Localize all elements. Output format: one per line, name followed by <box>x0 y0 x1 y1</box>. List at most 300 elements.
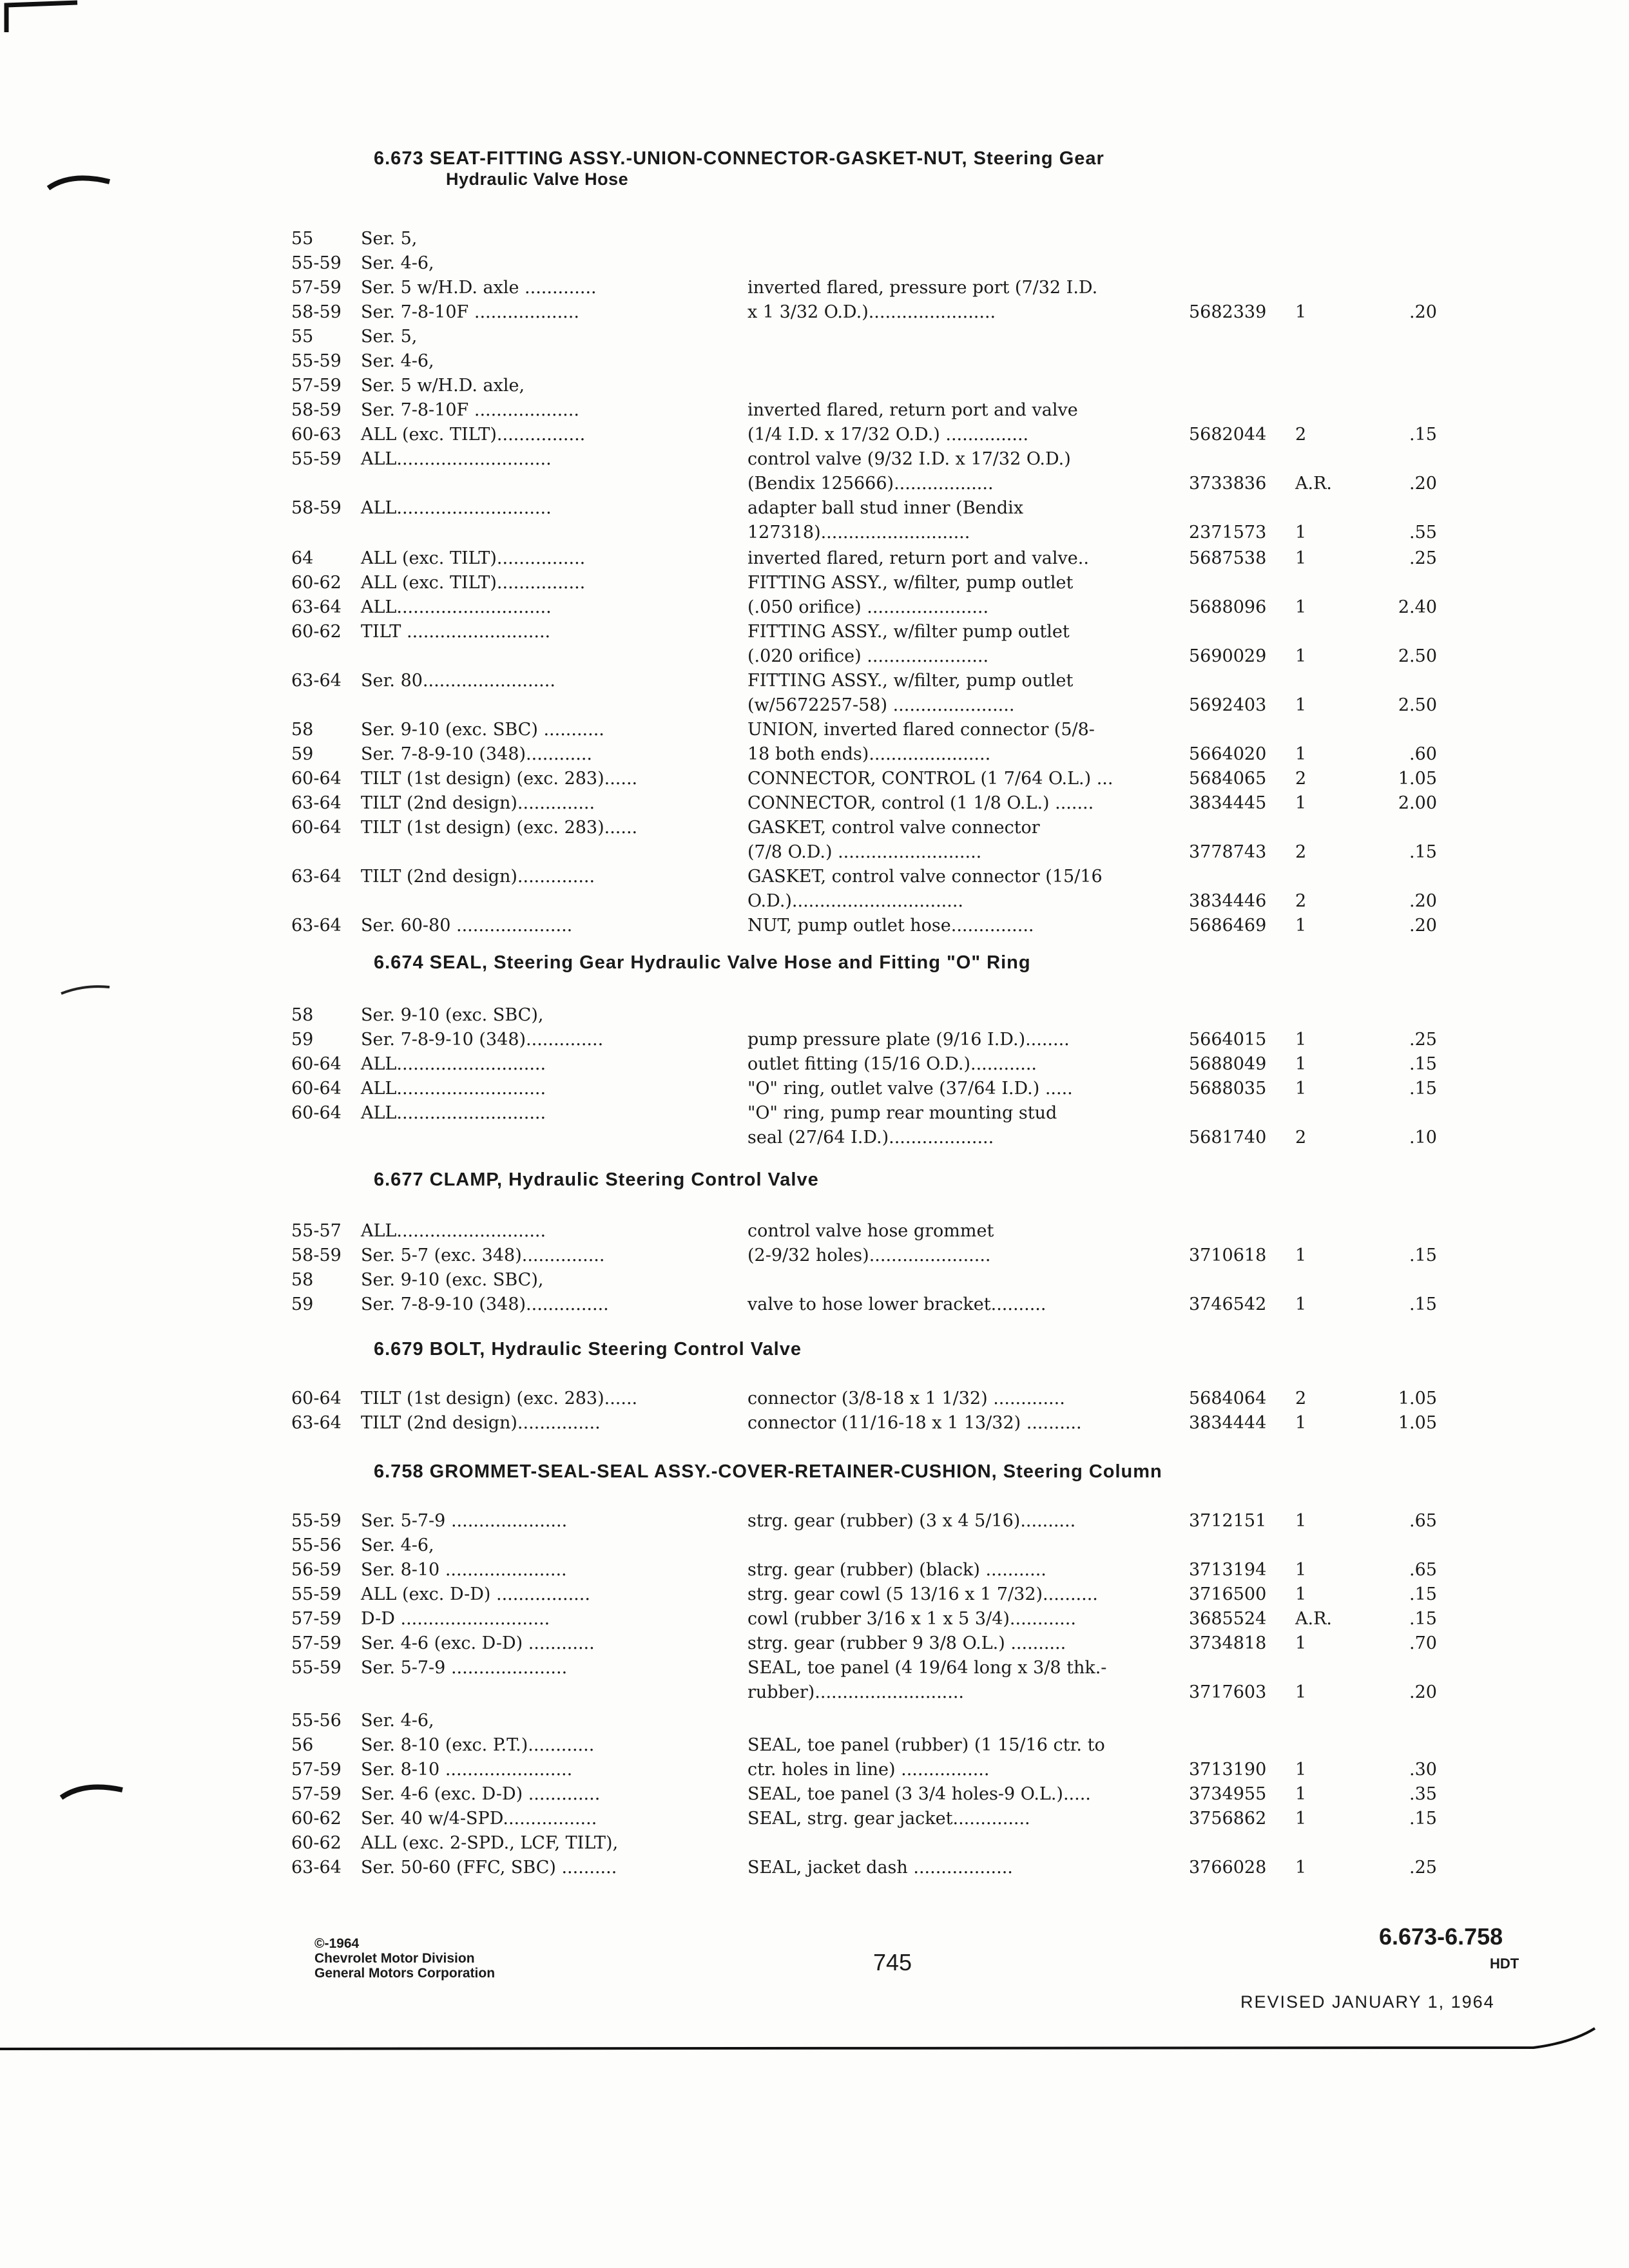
series-applicability: ALL (exc. 2-SPD., LCF, TILT), <box>361 1833 619 1853</box>
model-years: 58 <box>291 1270 314 1290</box>
model-years: 60-64 <box>291 818 342 838</box>
series-applicability: Ser. 8-10 ...................... <box>361 1560 567 1580</box>
parts-row <box>0 327 1629 351</box>
list-price: .20 <box>1409 1682 1437 1702</box>
parts-row <box>0 278 1629 302</box>
quantity: 2 <box>1295 891 1307 911</box>
list-price: .20 <box>1409 474 1437 494</box>
parts-row <box>0 449 1629 474</box>
quantity: 1 <box>1295 1294 1307 1314</box>
quantity: 2 <box>1295 425 1307 445</box>
model-years: 58-59 <box>291 498 342 518</box>
series-applicability: Ser. 4-6, <box>361 1535 434 1555</box>
model-years: 58-59 <box>291 302 342 322</box>
part-description: pump pressure plate (9/16 I.D.)........ <box>747 1030 1070 1050</box>
parts-row <box>0 1128 1629 1152</box>
series-applicability: Ser. 5-7-9 ..................... <box>361 1658 568 1678</box>
series-applicability: TILT (2nd design).............. <box>361 867 595 887</box>
quantity: 1 <box>1295 1858 1307 1878</box>
quantity: 1 <box>1295 1682 1307 1702</box>
parts-row <box>0 351 1629 376</box>
list-price: .20 <box>1409 302 1437 322</box>
part-number: 5687538 <box>1189 548 1267 568</box>
part-description: control valve (9/32 I.D. x 17/32 O.D.) <box>747 449 1071 469</box>
part-description: NUT, pump outlet hose............... <box>747 916 1034 936</box>
quantity: 1 <box>1295 1760 1307 1780</box>
section-title: SEAT-FITTING ASSY.-UNION-CONNECTOR-GASKET-NUT, Steering Gear <box>429 148 1104 169</box>
parts-row <box>0 1560 1629 1584</box>
part-number: 3834444 <box>1189 1413 1267 1433</box>
series-applicability: Ser. 5, <box>361 327 418 347</box>
model-years: 56-59 <box>291 1560 342 1580</box>
model-years: 60-62 <box>291 622 342 642</box>
series-applicability: Ser. 9-10 (exc. SBC), <box>361 1270 544 1290</box>
parts-row <box>0 671 1629 695</box>
quantity: 1 <box>1295 695 1307 715</box>
list-price: .55 <box>1409 523 1437 543</box>
list-price: .15 <box>1409 1584 1437 1604</box>
list-price: 2.40 <box>1398 597 1437 617</box>
list-price: .15 <box>1409 1079 1437 1099</box>
quantity: 1 <box>1295 1079 1307 1099</box>
parts-row <box>0 1711 1629 1735</box>
series-applicability: TILT (1st design) (exc. 283)...... <box>361 818 638 838</box>
part-description: FITTING ASSY., w/filter, pump outlet <box>747 573 1074 593</box>
model-years: 60-64 <box>291 1389 342 1408</box>
section-number: 6.674 <box>374 952 424 973</box>
quantity: 1 <box>1295 548 1307 568</box>
part-description: "O" ring, outlet valve (37/64 I.D.) ..... <box>747 1079 1073 1099</box>
model-years: 57-59 <box>291 278 342 298</box>
part-number: 3756862 <box>1189 1809 1267 1829</box>
model-years: 59 <box>291 1294 314 1314</box>
model-years: 55-59 <box>291 1511 342 1531</box>
series-applicability: Ser. 4-6, <box>361 1711 434 1731</box>
section-title: CLAMP, Hydraulic Steering Control Valve <box>429 1169 819 1190</box>
part-description: SEAL, strg. gear jacket.............. <box>747 1809 1030 1829</box>
parts-row <box>0 1833 1629 1858</box>
series-applicability: Ser. 50-60 (FFC, SBC) .......... <box>361 1858 617 1878</box>
model-years: 63-64 <box>291 1858 342 1878</box>
part-description: FITTING ASSY., w/filter pump outlet <box>747 622 1070 642</box>
model-years: 59 <box>291 744 314 764</box>
part-description: inverted flared, return port and valve <box>747 400 1078 420</box>
series-applicability: Ser. 7-8-9-10 (348).............. <box>361 1030 604 1050</box>
series-applicability: ALL............................ <box>361 498 552 518</box>
list-price: 2.50 <box>1398 646 1437 666</box>
parts-row <box>0 498 1629 523</box>
parts-row <box>0 891 1629 916</box>
part-number: 5681740 <box>1189 1128 1267 1148</box>
series-applicability: Ser. 5-7 (exc. 348)............... <box>361 1245 605 1265</box>
section-title: SEAL, Steering Gear Hydraulic Valve Hose and Fitting "O" Ring <box>429 952 1031 973</box>
list-price: .15 <box>1409 1054 1437 1074</box>
part-number: 5682044 <box>1189 425 1267 445</box>
parts-row <box>0 867 1629 891</box>
quantity: 1 <box>1295 1809 1307 1829</box>
list-price: 1.05 <box>1398 1413 1437 1433</box>
part-description: (1/4 I.D. x 17/32 O.D.) ............... <box>747 425 1029 445</box>
model-years: 59 <box>291 1030 314 1050</box>
list-price: .15 <box>1409 1809 1437 1829</box>
list-price: 2.50 <box>1398 695 1437 715</box>
model-years: 63-64 <box>291 671 342 691</box>
section-heading-6-674 <box>374 952 1031 974</box>
model-years: 55-56 <box>291 1535 342 1555</box>
quantity: 1 <box>1295 302 1307 322</box>
part-number: 3734818 <box>1189 1633 1267 1653</box>
model-years: 58-59 <box>291 1245 342 1265</box>
parts-row <box>0 1584 1629 1609</box>
series-applicability: ALL........................... <box>361 1221 546 1241</box>
model-years: 60-62 <box>291 1809 342 1829</box>
parts-row <box>0 1735 1629 1760</box>
section-heading-6-673 <box>374 148 1104 189</box>
series-applicability: ALL........................... <box>361 1079 546 1099</box>
series-applicability: Ser. 5-7-9 ..................... <box>361 1511 568 1531</box>
series-applicability: ALL (exc. TILT)................ <box>361 573 586 593</box>
model-years: 60-62 <box>291 1833 342 1853</box>
section-heading-6-679 <box>374 1339 802 1360</box>
parts-row <box>0 1633 1629 1658</box>
division-line: Chevrolet Motor Division <box>314 1951 475 1966</box>
corporation-line: General Motors Corporation <box>314 1966 496 1981</box>
part-number: 3834446 <box>1189 891 1267 911</box>
quantity: 2 <box>1295 1128 1307 1148</box>
catalog-code: HDT <box>1490 1956 1519 1972</box>
parts-row <box>0 769 1629 793</box>
part-description: control valve hose grommet <box>747 1221 994 1241</box>
part-description: valve to hose lower bracket.......... <box>747 1294 1046 1314</box>
parts-row <box>0 1054 1629 1079</box>
parts-row <box>0 1609 1629 1633</box>
parts-row <box>0 1079 1629 1103</box>
part-number: 3834445 <box>1189 793 1267 813</box>
part-number: 3716500 <box>1189 1584 1267 1604</box>
series-applicability: Ser. 5 w/H.D. axle ............. <box>361 278 597 298</box>
parts-row <box>0 1658 1629 1682</box>
part-description: adapter ball stud inner (Bendix <box>747 498 1024 518</box>
list-price: .65 <box>1409 1511 1437 1531</box>
series-applicability: Ser. 4-6, <box>361 351 434 371</box>
part-number: 2371573 <box>1189 523 1267 543</box>
part-description: GASKET, control valve connector <box>747 818 1040 838</box>
parts-row <box>0 1270 1629 1294</box>
publisher-block <box>314 1936 495 1981</box>
series-applicability: Ser. 8-10 (exc. P.T.)............ <box>361 1735 595 1755</box>
model-years: 55-59 <box>291 351 342 371</box>
part-description: (w/5672257-58) ...................... <box>747 695 1015 715</box>
part-number: 5682339 <box>1189 302 1267 322</box>
series-applicability: Ser. 80........................ <box>361 671 555 691</box>
parts-row <box>0 1389 1629 1413</box>
list-price: .15 <box>1409 842 1437 862</box>
binder-hole-mark <box>58 979 116 999</box>
parts-row <box>0 1030 1629 1054</box>
part-description: (Bendix 125666).................. <box>747 474 994 494</box>
series-applicability: TILT (1st design) (exc. 283)...... <box>361 1389 638 1408</box>
parts-row <box>0 302 1629 327</box>
group-range: 6.673-6.758 <box>1379 1923 1503 1950</box>
quantity: 1 <box>1295 1054 1307 1074</box>
list-price: .25 <box>1409 548 1437 568</box>
series-applicability: Ser. 7-8-10F ................... <box>361 400 579 420</box>
copyright-line: ©-1964 <box>314 1936 360 1951</box>
quantity: 1 <box>1295 1511 1307 1531</box>
part-description: SEAL, toe panel (4 19/64 long x 3/8 thk.- <box>747 1658 1107 1678</box>
list-price: .15 <box>1409 1294 1437 1314</box>
series-applicability: ALL (exc. TILT)................ <box>361 548 586 568</box>
parts-row <box>0 1294 1629 1319</box>
part-description: FITTING ASSY., w/filter, pump outlet <box>747 671 1074 691</box>
section-number: 6.679 <box>374 1339 424 1360</box>
part-number: 3717603 <box>1189 1682 1267 1702</box>
quantity: 2 <box>1295 769 1307 789</box>
model-years: 63-64 <box>291 597 342 617</box>
parts-row <box>0 1221 1629 1245</box>
series-applicability: TILT .......................... <box>361 622 551 642</box>
part-number: 5688035 <box>1189 1079 1267 1099</box>
model-years: 58 <box>291 720 314 740</box>
section-number: 6.677 <box>374 1169 424 1190</box>
series-applicability: Ser. 40 w/4-SPD................. <box>361 1809 597 1829</box>
section-number: 6.673 <box>374 148 424 169</box>
parts-row <box>0 1682 1629 1707</box>
model-years: 57-59 <box>291 376 342 396</box>
part-number: 3713190 <box>1189 1760 1267 1780</box>
parts-row <box>0 720 1629 744</box>
list-price: .20 <box>1409 916 1437 936</box>
parts-row <box>0 1511 1629 1535</box>
list-price: .15 <box>1409 1245 1437 1265</box>
series-applicability: ALL............................ <box>361 449 552 469</box>
part-description: (.020 orifice) ...................... <box>747 646 989 666</box>
quantity: 1 <box>1295 1245 1307 1265</box>
part-number: 5664020 <box>1189 744 1267 764</box>
parts-row <box>0 1103 1629 1128</box>
binder-hole-mark <box>45 169 116 195</box>
parts-row <box>0 646 1629 671</box>
series-applicability: ALL............................ <box>361 597 552 617</box>
list-price: .30 <box>1409 1760 1437 1780</box>
part-description: (.050 orifice) ...................... <box>747 597 989 617</box>
model-years: 63-64 <box>291 916 342 936</box>
part-number: 3712151 <box>1189 1511 1267 1531</box>
model-years: 55-59 <box>291 1584 342 1604</box>
model-years: 60-62 <box>291 573 342 593</box>
series-applicability: Ser. 4-6 (exc. D-D) ............ <box>361 1633 595 1653</box>
parts-row <box>0 548 1629 573</box>
series-applicability: Ser. 7-8-10F ................... <box>361 302 579 322</box>
series-applicability: Ser. 7-8-9-10 (348)............ <box>361 744 593 764</box>
quantity: A.R. <box>1295 474 1332 494</box>
quantity: 1 <box>1295 1030 1307 1050</box>
parts-row <box>0 400 1629 425</box>
model-years: 55-57 <box>291 1221 342 1241</box>
model-years: 58 <box>291 1005 314 1025</box>
parts-row <box>0 1245 1629 1270</box>
model-years: 55 <box>291 327 314 347</box>
parts-row <box>0 1005 1629 1030</box>
part-number: 3766028 <box>1189 1858 1267 1878</box>
list-price: 1.05 <box>1398 769 1437 789</box>
model-years: 57-59 <box>291 1760 342 1780</box>
section-number: 6.758 <box>374 1461 424 1482</box>
model-years: 55 <box>291 229 314 249</box>
quantity: 2 <box>1295 1389 1307 1408</box>
model-years: 60-64 <box>291 1079 342 1099</box>
list-price: 1.05 <box>1398 1389 1437 1408</box>
quantity: 1 <box>1295 744 1307 764</box>
series-applicability: ALL........................... <box>361 1054 546 1074</box>
parts-row <box>0 229 1629 253</box>
part-description: CONNECTOR, control (1 1/8 O.L.) ....... <box>747 793 1094 813</box>
parts-row <box>0 1413 1629 1437</box>
part-description: 127318)........................... <box>747 523 970 543</box>
part-description: connector (11/16-18 x 1 13/32) .......... <box>747 1413 1082 1433</box>
parts-row <box>0 1784 1629 1809</box>
section-title: BOLT, Hydraulic Steering Control Valve <box>429 1339 802 1360</box>
revision-date: REVISED JANUARY 1, 1964 <box>1240 1992 1495 2012</box>
series-applicability: Ser. 5, <box>361 229 418 249</box>
part-number: 3746542 <box>1189 1294 1267 1314</box>
model-years: 57-59 <box>291 1784 342 1804</box>
parts-row <box>0 622 1629 646</box>
parts-row <box>0 1809 1629 1833</box>
part-description: UNION, inverted flared connector (5/8- <box>747 720 1095 740</box>
model-years: 56 <box>291 1735 314 1755</box>
part-description: GASKET, control valve connector (15/16 <box>747 867 1103 887</box>
quantity: A.R. <box>1295 1609 1332 1629</box>
series-applicability: ALL (exc. TILT)................ <box>361 425 586 445</box>
section-heading-6-677 <box>374 1169 819 1191</box>
series-applicability: Ser. 4-6, <box>361 253 434 273</box>
quantity: 1 <box>1295 597 1307 617</box>
model-years: 58-59 <box>291 400 342 420</box>
parts-row <box>0 793 1629 818</box>
part-number: 5684064 <box>1189 1389 1267 1408</box>
parts-row <box>0 1760 1629 1784</box>
model-years: 63-64 <box>291 793 342 813</box>
part-description: O.D.)............................... <box>747 891 963 911</box>
part-description: x 1 3/32 O.D.)....................... <box>747 302 996 322</box>
part-number: 3733836 <box>1189 474 1267 494</box>
bottom-rule-line <box>0 2023 1629 2062</box>
parts-row <box>0 573 1629 597</box>
quantity: 1 <box>1295 916 1307 936</box>
part-number: 3710618 <box>1189 1245 1267 1265</box>
series-applicability: D-D ........................... <box>361 1609 550 1629</box>
model-years: 60-64 <box>291 1054 342 1074</box>
part-number: 5684065 <box>1189 769 1267 789</box>
parts-row <box>0 523 1629 547</box>
parts-row <box>0 376 1629 400</box>
parts-row <box>0 842 1629 867</box>
list-price: .15 <box>1409 1609 1437 1629</box>
model-years: 64 <box>291 548 314 568</box>
parts-row <box>0 1535 1629 1560</box>
model-years: 57-59 <box>291 1609 342 1629</box>
parts-row <box>0 916 1629 940</box>
part-number: 3778743 <box>1189 842 1267 862</box>
quantity: 1 <box>1295 1413 1307 1433</box>
parts-row <box>0 474 1629 498</box>
quantity: 1 <box>1295 523 1307 543</box>
part-description: SEAL, toe panel (rubber) (1 15/16 ctr. to <box>747 1735 1105 1755</box>
part-description: inverted flared, pressure port (7/32 I.D. <box>747 278 1098 298</box>
part-description: cowl (rubber 3/16 x 1 x 5 3/4)............ <box>747 1609 1076 1629</box>
part-number: 5686469 <box>1189 916 1267 936</box>
model-years: 63-64 <box>291 867 342 887</box>
part-description: seal (27/64 I.D.)................... <box>747 1128 994 1148</box>
series-applicability: TILT (2nd design).............. <box>361 793 595 813</box>
part-description: SEAL, toe panel (3 3/4 holes-9 O.L.)..... <box>747 1784 1091 1804</box>
series-applicability: Ser. 5 w/H.D. axle, <box>361 376 525 396</box>
series-applicability: TILT (1st design) (exc. 283)...... <box>361 769 638 789</box>
part-description: strg. gear (rubber 9 3/8 O.L.) .......... <box>747 1633 1066 1653</box>
series-applicability: Ser. 8-10 ....................... <box>361 1760 573 1780</box>
part-number: 3713194 <box>1189 1560 1267 1580</box>
parts-row <box>0 1858 1629 1882</box>
part-description: (7/8 O.D.) .......................... <box>747 842 982 862</box>
series-applicability: Ser. 4-6 (exc. D-D) ............. <box>361 1784 601 1804</box>
model-years: 60-64 <box>291 769 342 789</box>
part-number: 3685524 <box>1189 1609 1267 1629</box>
model-years: 55-59 <box>291 1658 342 1678</box>
list-price: 2.00 <box>1398 793 1437 813</box>
series-applicability: Ser. 9-10 (exc. SBC) ........... <box>361 720 604 740</box>
model-years: 60-63 <box>291 425 342 445</box>
quantity: 1 <box>1295 1560 1307 1580</box>
series-applicability: Ser. 7-8-9-10 (348)............... <box>361 1294 609 1314</box>
part-number: 5664015 <box>1189 1030 1267 1050</box>
parts-row <box>0 744 1629 769</box>
section-heading-6-758 <box>374 1461 1162 1483</box>
quantity: 1 <box>1295 1633 1307 1653</box>
model-years: 55-59 <box>291 449 342 469</box>
series-applicability: Ser. 60-80 ..................... <box>361 916 573 936</box>
quantity: 1 <box>1295 793 1307 813</box>
part-description: strg. gear (rubber) (black) ........... <box>747 1560 1046 1580</box>
list-price: .25 <box>1409 1030 1437 1050</box>
parts-row <box>0 425 1629 449</box>
quantity: 1 <box>1295 1784 1307 1804</box>
part-number: 5690029 <box>1189 646 1267 666</box>
series-applicability: ALL (exc. D-D) ................. <box>361 1584 590 1604</box>
model-years: 57-59 <box>291 1633 342 1653</box>
list-price: .25 <box>1409 1858 1437 1878</box>
part-description: CONNECTOR, CONTROL (1 7/64 O.L.) ... <box>747 769 1113 789</box>
parts-row <box>0 818 1629 842</box>
model-years: 63-64 <box>291 1413 342 1433</box>
list-price: .10 <box>1409 1128 1437 1148</box>
model-years: 55-59 <box>291 253 342 273</box>
quantity: 2 <box>1295 842 1307 862</box>
page-number: 745 <box>873 1949 912 1975</box>
part-description: connector (3/8-18 x 1 1/32) ............. <box>747 1389 1065 1408</box>
list-price: .60 <box>1409 744 1437 764</box>
part-description: "O" ring, pump rear mounting stud <box>747 1103 1057 1123</box>
part-description: ctr. holes in line) ................ <box>747 1760 990 1780</box>
series-applicability: Ser. 9-10 (exc. SBC), <box>361 1005 544 1025</box>
part-description: rubber)........................... <box>747 1682 965 1702</box>
quantity: 1 <box>1295 1584 1307 1604</box>
part-description: 18 both ends)...................... <box>747 744 991 764</box>
part-description: outlet fitting (15/16 O.D.)............ <box>747 1054 1037 1074</box>
list-price: .20 <box>1409 891 1437 911</box>
series-applicability: ALL........................... <box>361 1103 546 1123</box>
list-price: .70 <box>1409 1633 1437 1653</box>
